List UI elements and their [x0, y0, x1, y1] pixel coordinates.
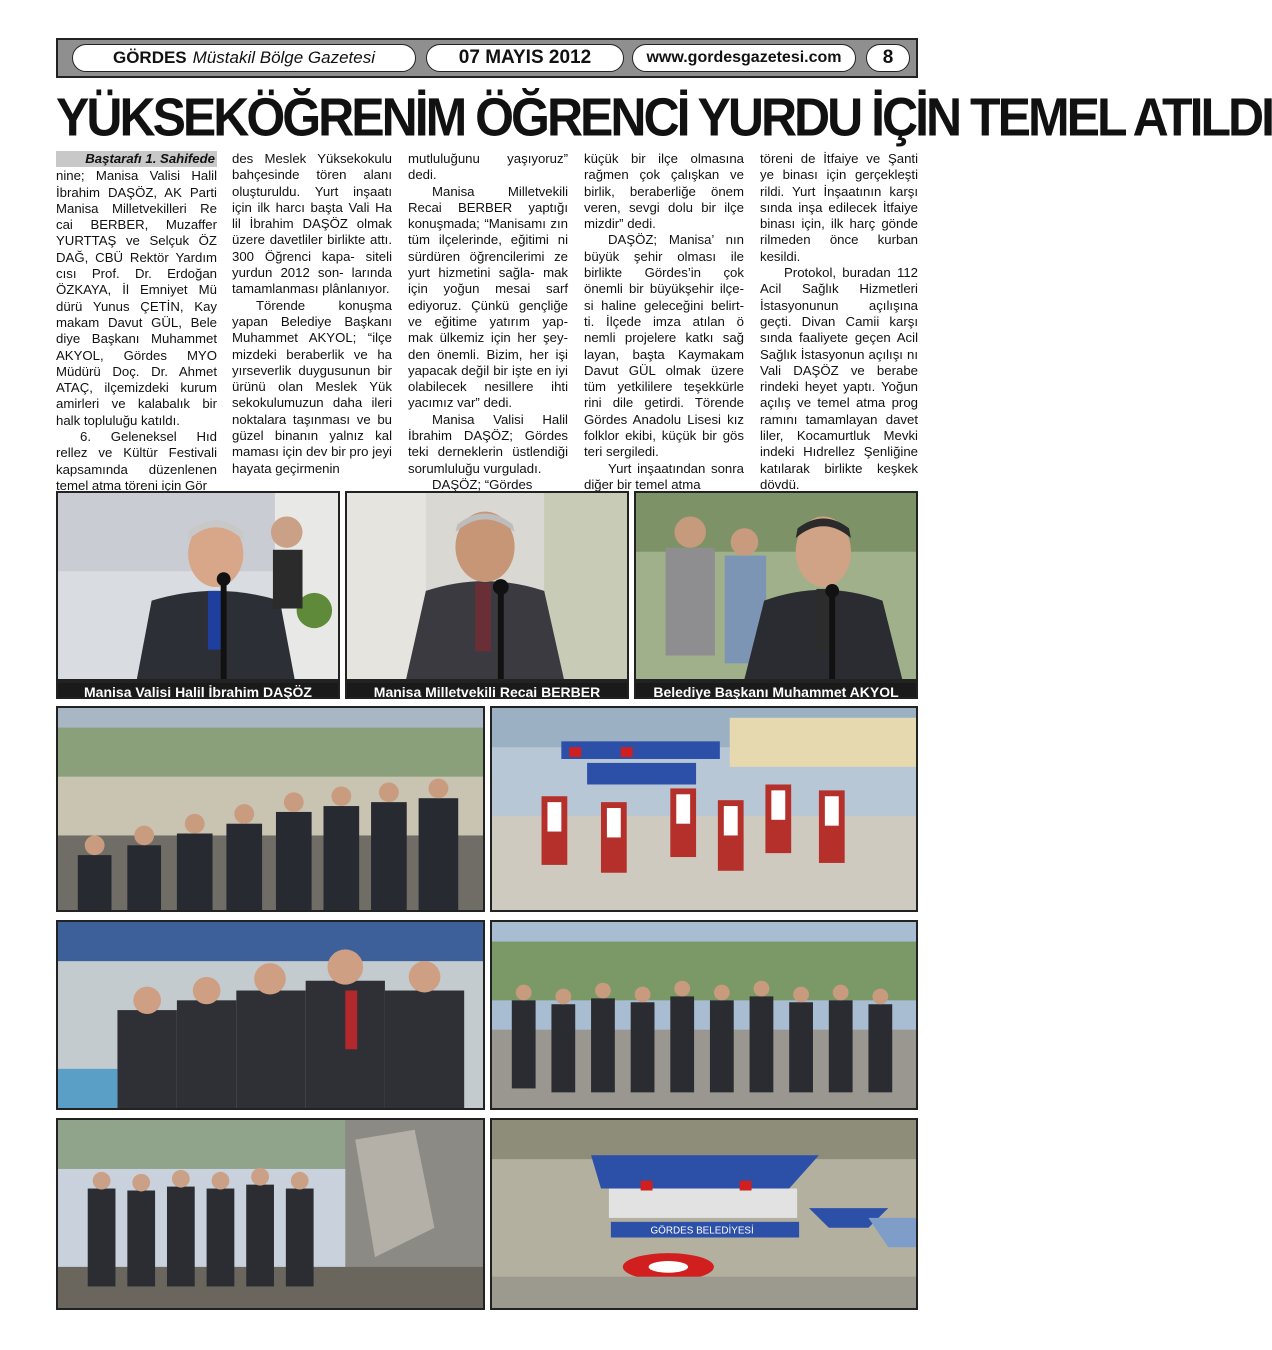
paragraph: DAŞÖZ; Manisa’ nın büyük şehir olması ile birlikte Gördes’in çok önemli bir büyükşehir ilçe- si haline geleceğini belirt- ti. İlçede imza atılan ö nemli projelere katkı sağ layan, başta Kaymakam Davut GÜL olmak üzere tüm yetkililere teşekkürle rini dile getirdi. Törende Gördes Anadolu Lisesi kız folklor ekibi, küçük bir gös teri sergiledi.	[584, 232, 744, 460]
masthead-bar	[56, 38, 918, 78]
photo-folk-dance[interactable]	[490, 706, 918, 912]
article-headline: YÜKSEKÖĞRENİM ÖĞRENCİ YURDU İÇİN TEMEL ATILDI	[56, 86, 1272, 148]
issue-date: 07 MAYIS 2012	[426, 44, 624, 72]
continued-from-label: Baştarafı 1. Sahifede	[56, 151, 217, 167]
photo-caption: Manisa Milletvekili Recai BERBER	[345, 681, 629, 699]
photo-caption: Belediye Başkanı Muhammet AKYOL	[634, 681, 918, 699]
photo-mp-speaking[interactable]	[345, 491, 629, 681]
page-number: 8	[866, 44, 910, 72]
paragraph: DAŞÖZ; “Gördes	[432, 476, 533, 492]
paragraph: Törende konuşma yapan Belediye Başkanı Muhammet AKYOL; “ilçe mizdeki beraberlik ve ha yırseverlik duygusunun bir ürünü olan Meslek Yük sekokulumuzun daha ileri noktalara taşınması ve bu güzel binanın yalnız kal maması için dev bir pro jeyi hayata geçirmenin	[232, 297, 392, 476]
paragraph: Manisa Milletvekili Recai BERBER yaptığı konuşmada; “Manisamı zın tüm ilçelerinde, eğitimi ni sürdüren öğrencilerimi ze yurt hizmetini sağla- mak için yoğun mesai sarf ediyoruz. Çünkü gençliğe ve eğitime yatırım yap- mak ülkemiz için her şey- den önemli. Bizim, her işi yapacak değil bir işte en iyi olabilecek nesillere ihti yacımız var” dedi.	[408, 183, 568, 411]
paragraph: nine; Manisa Valisi Halil İbrahim DAŞÖZ, AK Parti Manisa Milletvekilleri Re cai BERBER, Muzaffer YURTTAŞ ve Selçuk ÖZ DAĞ, CBÜ Rektör Yardım cısı Prof. Dr. Erdoğan ÖZKAYA, İl Emniyet Mü dürü Yunus ÇETİN, Kay makam Davut GÜL, Bele diye Başkanı Muhammet AKYOL, Gördes MYO Müdürü Doç. Dr. Ahmet ATAÇ, ilçemizdeki kurum amirleri ve kalabalık bir halk topluluğu katıldı.	[56, 168, 217, 428]
article-column-2	[232, 151, 392, 489]
photo-caption: Manisa Valisi Halil İbrahim DAŞÖZ	[56, 681, 340, 699]
paragraph: mutluluğunu yaşıyoruz” dedi.	[408, 151, 568, 183]
banner-text: GÖRDES BELEDİYESİ	[650, 1225, 754, 1237]
paragraph: töreni de İtfaiye ve Şanti ye binası için gerçekleşti rildi. Yurt İnşaatının karşı sında inşa edilecek İtfaiye binası için, ilk harç gönde rilmeden önce kurban kesildi.	[760, 151, 918, 264]
paragraph: 6. Geleneksel Hıd rellez ve Kültür Festivali kapsamında düzenlenen temel atma töreni için Gör	[56, 429, 217, 493]
paragraph: küçük bir ilçe olmasına rağmen çok çalışkan ve birlik, beraberliğe önem veren, sevgi dolu bir ilçe mizdir” dedi.	[584, 151, 744, 232]
newspaper-name[interactable]	[72, 44, 416, 72]
photo-seated-officials[interactable]	[56, 920, 485, 1110]
photo-foundation-pour[interactable]	[56, 1118, 485, 1310]
article-column-3	[408, 151, 568, 492]
photo-officials-walking[interactable]	[490, 920, 918, 1110]
paragraph: Manisa Valisi Halil İbrahim DAŞÖZ; Gördes teki derneklerin üstlendiği sorumluluğu vurguladı.	[408, 411, 568, 476]
brand-name: GÖRDES	[112, 48, 187, 67]
paragraph: Protokol, buradan 112 Acil Sağlık Hizmetleri İstasyonunun açılışına geçti. Divan Camii karşı sında faaliyete geçen Acil Sağlık İstasyonun açılışı nı Vali DAŞÖZ ve berabe rindeki heyet yaptı. Yoğun açılış ve temel atma prog ramını tamamlayan davet liler, Kocamurtluk Mevki indeki Hıdrellez Şenliğine katılarak birlikte keşkek dövdü.	[760, 265, 918, 492]
photo-mayor-speaking[interactable]	[634, 491, 918, 681]
article-column-5	[760, 151, 918, 492]
brand-subtitle: Müstakil Bölge Gazetesi	[192, 48, 376, 67]
photo-officials-group[interactable]	[56, 706, 485, 912]
website-link[interactable]: www.gordesgazetesi.com	[632, 44, 856, 72]
photo-governor-speaking[interactable]	[56, 491, 340, 681]
article-column-4	[584, 151, 744, 492]
paragraph: Yurt inşaatından sonra diğer bir temel atma	[584, 460, 744, 492]
photo-festival-tent[interactable]	[490, 1118, 918, 1310]
paragraph: des Meslek Yüksekokulu bahçesinde tören alanı oluşturuldu. Yurt inşaatı için ilk harcı başta Vali Ha lil İbrahim DAŞÖZ olmak üzere davetliler birlikte attı. 300 Öğrenci kapa- siteli yurdun 2012 son- larında tamamlanması plânlanıyor.	[232, 151, 392, 297]
article-column-1	[56, 151, 217, 493]
